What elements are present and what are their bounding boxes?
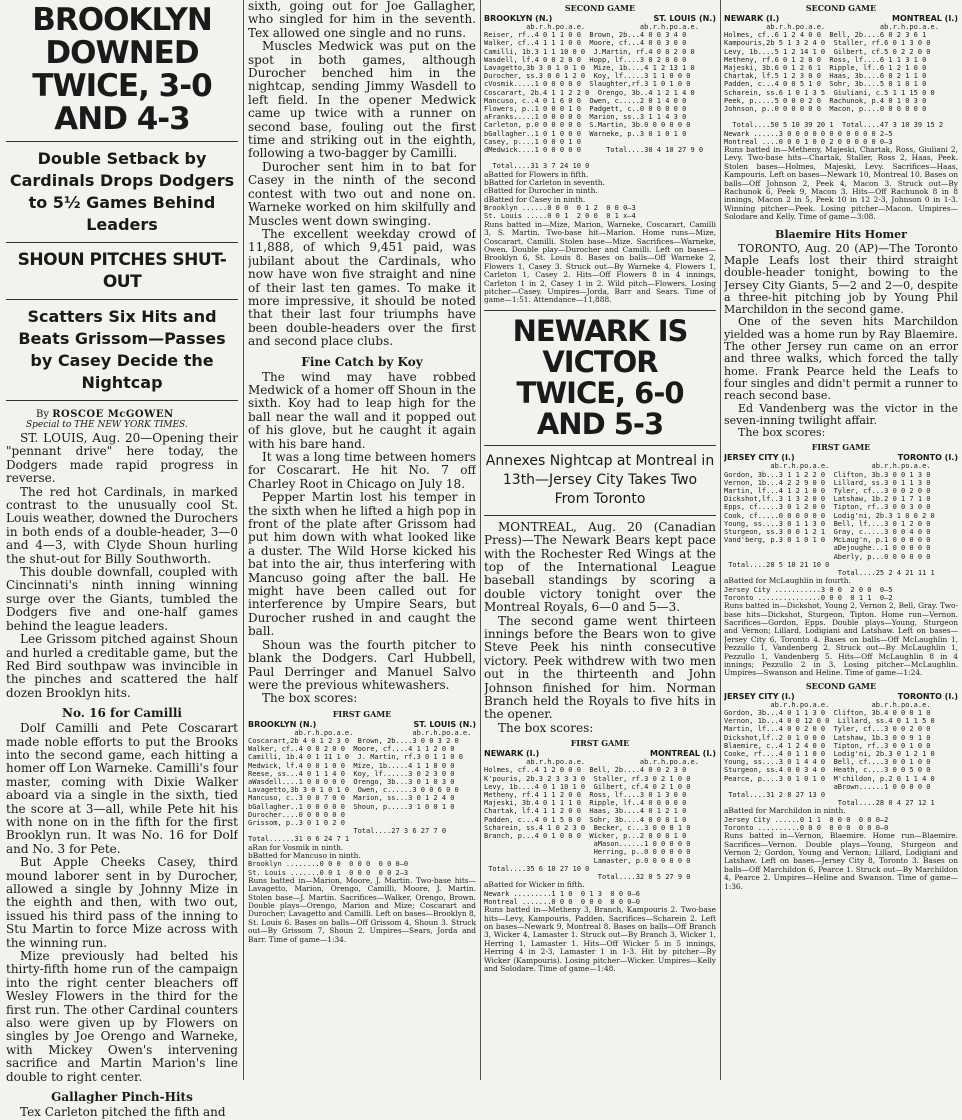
deck-1: Double Setback by Cardinals Drops Dodgers to 5½ Games Behind Leaders [9, 149, 235, 234]
divider [6, 299, 238, 300]
paragraph: It was a long time between homers for Coscarart. He hit No. 7 off Charley Root in Chicago on July 18. [248, 450, 476, 491]
game-label: FIRST GAME [570, 738, 630, 749]
game-label: SECOND GAME [805, 3, 877, 13]
box-note: aBatted for Flowers in fifth. [484, 169, 589, 179]
box-summary: Runs batted in—Mize, Marion, Warneke, Coscarart, Camilli 3, S. Martin. Two-base hit—Marion. Home runs—Mize, Coscarart, Camilli. Stolen base—Mize. Sacrifices—Warneke, Owen. Double play—Durocher and Camilli. Left on bases—Brooklyn 6, St. Louis 8. Bases on balls—Off Warneke 2, Flowers 1, Casey 3. Struck out—By Warneke 4, Flowers 1, Carleton 1, Casey 2. Hits—Off Flowers 8 in 4 innings, Carleton 1 in 2, Casey 1 in 2. Wild pitch—Flowers. Losing pitcher—Casey. Umpires—Jorda, Barr and Sears. Time of game—1:51. Attendance—11,888. [484, 219, 716, 305]
column-rule [243, 0, 244, 1080]
game-label: FIRST GAME [332, 708, 392, 719]
box-summary: Runs batted in—Marion, Moore, J. Martin. Two-base hits—Lavagetto, Marion, Orengo, Camilli, Moore, J. Martin. Stolen base—J. Martin. Sacrifices—Walker, Orengo, Brown. Double plays—Orengo, Marion and Mize; Coscarart and Durocher; Lavagetto and Camilli. Left on bases—Brooklyn 8, St. Louis 6. Bases on balls—Off Grissom 4, Shoun 3. Struck out—By Grissom 7, Shoun 2. Umpires—Sears, Jorda and Barr. Time of game—1:34. [248, 875, 476, 944]
box-score: ab.r.h.po.a.e. ab.r.h.po.a.e. Holmes, cf..4 1 2 0 0 0 Bell, 2b....4 0 0 2 3 0 K'pouris, 2b.3 2 3 3 3 0 Staller, rf.3 0 2 1 0 0 Levy, 1b....4 0 1 10 1 0 Gilbert, cf.4 0 2 1 0 0 Metheny, rf.4 1 1 2 0 0 Ross, lf....3 0 1 3 0 0 Majeski, 3b.4 0 1 1 1 0 Ripple, lf..4 0 0 0 0 0 Chartak, lf.4 1 1 2 0 0 Haas, 3b....4 0 1 2 1 0 Padden, c...4 0 1 5 0 0 Sohr, 3b....4 0 0 0 1 0 Scharein, ss.4 1 0 2 3 0 Becker, c...3 0 0 8 1 0 Branch, p...4 0 1 0 0 0 Wicker, p...2 0 0 0 1 0 aMason......1 0 0 0 0 0 Herring, p..0 0 0 0 0 0 Lamaster, p.0 0 0 0 0 0 Total....35 6 10 27 10 0 Total....32 0 5 27 9 0 [484, 758, 699, 882]
team-header [248, 720, 476, 729]
box-note: aBatted for Wicker in fifth. [484, 880, 585, 890]
paragraph: The box scores: [498, 720, 594, 735]
box-summary: Runs batted in—Metheny 3, Branch, Kampouris 2. Two-base hits—Levy, Kampouris, Padden. Sacrifices—Scharein 2. Left on bases—Newark 9, Montreal 8. Bases on balls—Off Branch 3, Wicker 4, Lamaster 1. Struck out—By Branch 3, Wicker 1, Herring 1, Lamaster 1. Hits—Off Wicker 5 in 5 innings, Herring 4 in 2-3, Lamaster 1 in 1-3. Hit by pitcher—By Wicker (Kampouris). Losing pitcher—Wicker. Umpires—Kelly and Solodare. Time of game—1:48. [484, 905, 716, 973]
line-score: Jersey City ......0 1 1 0 0 0 0 0 0—2 [724, 815, 889, 824]
team-name: JERSEY CITY (I.) [724, 453, 795, 463]
line-score: Brooklyn ......0 0 0 0 1 2 0 0 0—3 [484, 204, 636, 213]
line-score: Toronto ...............0 0 0 0 1 1 0—2 [724, 593, 893, 602]
team-header [724, 692, 958, 701]
line-score: Brooklyn ........0 0 0 0 0 0 0 0 0—0 [248, 860, 409, 869]
game-label: SECOND GAME [564, 3, 636, 13]
divider [6, 141, 238, 142]
team-header [724, 453, 958, 462]
column-4 [724, 0, 958, 891]
paragraph: The excellent weekday crowd of 11,888, of which 9,451 paid, was jubilant about the Cardinals, who now have won five straight and nine of their last ten games. To make it more impressive, it should be noted that their last four triumphs have been double-headers over the first and second place clubs. [248, 226, 476, 349]
team-header [484, 749, 716, 758]
team-header [724, 14, 958, 23]
box-note: bBatted for Mancuso in ninth. [248, 850, 361, 860]
paragraph: Durocher sent him in to bat for Casey in the ninth of the second contest with two out and none on. Warneke worked on him skilfully and Muscles went down swinging. [248, 159, 476, 228]
team-name: BROOKLYN (N.) [484, 14, 553, 23]
line-score: Newark ......3 0 0 0 0 0 0 0 0 0 0 0 2—5 [724, 129, 893, 138]
paragraph: Mize previously had belted his thirty-fifth home run of the campaign into the right center bleachers off Wesley Flowers in the third for the first run. The other Cardinal counters also were given up by Flowers on singles by Joe Orengo and Warneke, with Mickey Owen's intervening sacrifice and Martin Marion's line double to right center. [6, 949, 238, 1084]
paragraph: TORONTO, Aug. 20 (AP)—The Toronto Maple Leafs lost their third straight double-header tonight, bowing to the Jersey City Giants, 5—2 and 2—0, despite a three-hit pitching job by Young Phil Marchildon in the second game. [724, 241, 958, 317]
paragraph: The box scores: [262, 691, 358, 706]
headline-brooklyn: BROOKLYN DOWNED TWICE, 3-0 AND 4-3 [32, 2, 212, 137]
box-note: bBatted for Carleton in seventh. [484, 178, 605, 188]
deck-2: SHOUN PITCHES SHUT-OUT [17, 250, 227, 292]
paragraph: The box scores: [738, 426, 826, 440]
line-score: St. Louis .......0 0 1 0 0 0 0 0 2—3 [248, 868, 409, 877]
deck: Annexes Nightcap at Montreal in 13th—Jersey City Takes Two From Toronto [485, 452, 715, 507]
team-name: ST. LOUIS (N.) [413, 719, 476, 729]
box-note: aRan for Vosmik in ninth. [248, 842, 344, 852]
box-summary: Runs batted in—Vernon, Blaemire. Home run—Blaemire. Sacrifices—Vernon. Double plays—Young, Sturgeon and Vernon 2; Gordon, Young and Vernon; Lillard, Lodigiani and Latshaw. Left on bases—Jersey City 8, Toronto 3. Bases on balls—Off Marchildon 6, Pearce 1. Struck out—By Marchildon 4, Pearce 2. Umpires—Heline and Swanson. Time of game—1:36. [724, 831, 958, 891]
box-note: aBatted for Marchildon in ninth. [724, 806, 846, 816]
team-name: BROOKLYN (N.) [248, 719, 317, 729]
paragraph: But Apple Cheeks Casey, third mound laborer sent in by Durocher, allowed a single by Johnny Mize in the eighth and then, with two out, issued his third pass of the inning to Stu Martin to force Mize across with the winning run. [6, 855, 238, 950]
divider [6, 400, 238, 401]
box-score: ab.r.h.po.a.e. ab.r.h.po.a.e. Gordon, 3b...3 1 1 2 2 0 Clifton, 3b.3 0 0 1 3 0 Vernon, 1b...4 2 2 9 0 0 Lillard, ss.3 0 1 1 3 0 Martin, lf...4 1 2 1 0 0 Tyler, cf...3 0 0 2 0 0 Dickshot,lf..3 1 3 2 0 0 Latshaw, 1b.2 0 1 7 1 0 Epps, cf.....3 0 1 2 0 0 Tipton, rf..3 0 0 3 0 0 Cook, cf.....0 0 0 0 0 0 Lodig'ni, 2b.3 1 0 0 2 0 Young, ss....3 0 1 1 3 0 Bell, lf....3 0 1 2 0 0 Sturgeon, ss.3 0 0 1 2 1 Gray, c.....3 0 0 4 0 0 Vand'berg, p.3 0 1 0 1 0 McLaug'n, p.1 0 0 0 0 0 aDejoughe...1 0 0 0 0 0 Aberly, p...0 0 0 0 0 0 Total....28 5 10 21 10 0 Total....25 2 4 21 11 1 [724, 462, 935, 578]
team-name: MONTREAL (I.) [892, 14, 958, 23]
team-header [484, 14, 716, 23]
box-score: ab.r.h.po.a.e. ab.r.h.po.a.e. Reiser, rf..4 0 1 1 0 0 Brown, 2b...4 0 0 3 4 0 Walker, cf..4 1 1 1 0 0 Moore, cf...4 0 0 3 0 0 Camilli, 1b.3 1 1 10 0 0 J.Martin, rf.4 0 0 2 0 0 Wasdell, lf.4 0 0 2 0 0 Hopp, lf....3 0 2 0 0 0 Lavagetto,3b 3 0 1 0 1 0 Mize, 1b....4 1 2 13 1 0 Durocher, ss.3 0 0 1 2 0 Koy, lf.....3 1 1 0 0 0 cVosmik.....1 0 0 0 0 0 Slaughter,rf.3 1 0 1 0 0 Coscarart, 2b.4 1 1 2 2 0 Orengo, 3b..4 1 2 1 4 0 Mancuso, c..4 0 1 6 0 0 Owen, c.....2 0 1 4 0 0 Flowers, p..1 0 0 0 1 0 Padgett, c..0 0 0 0 0 0 aFranks.....1 0 0 0 0 0 Marion, ss..3 1 1 4 3 0 Carleton, p.0 0 0 0 0 0 S.Martin, 3b.0 0 0 0 0 0 bGallagher..1 0 1 0 0 0 Warneke, p..3 0 1 0 1 0 Casey, p....1 0 0 0 1 0 dMedwick....1 0 0 0 0 0 Total....30 4 10 27 9 0 Total....31 3 7 24 10 0 [484, 23, 704, 171]
deck-3: Scatters Six Hits and Beats Grissom—Passes by Casey Decide the Nightcap [18, 307, 226, 392]
subhead: Blaemire Hits Homer [775, 227, 907, 241]
box-summary: Runs batted in—Dickshot, Young 2, Vernon 2, Bell, Gray. Two-base hits—Dickshot, Sturgeon, Tipton. Home run—Vernon. Sacrifices—Gordon, Epps. Double plays—Young, Sturgeon and Vernon; Lillard, Lodigiani and Latshaw. Left on bases—Jersey City 6, Toronto 4. Bases on balls—Off McLaughlin 1, Pezzullo 1, Vandenberg 2. Struck out—By McLaughlin 1, Pezzullo 1, Vandenberg 5. Hits—Off McLaughlin 8 in 4 innings; Pezzullo 2 in 3. Losing pitcher—McLaughlin. Umpires—Swanson and Heline. Time of game—1:24. [724, 601, 958, 678]
paragraph: Dolf Camilli and Pete Coscarart made noble efforts to put the Brooks into the second game, each hitting a homer off Lon Warneke. Camilli's four master, coming with Dixie Walker aboard via a single in the sixth, tied the score at 3—all, while Pete hit his with none on in the fifth for the first Brooklyn run. It was No. 16 for Dolf and No. 3 for Pete. [6, 721, 238, 856]
box-score: ab.r.h.po.a.e. ab.r.h.po.a.e. Holmes, cf..6 1 2 4 0 0 Bell, 2b....6 0 2 3 6 1 Kampouris,2b 5 1 3 2 4 0 Staller, rf.6 0 1 3 0 0 Levy, 1b....5 1 2 14 1 0 Gilbert, cf.5 0 2 2 0 0 Metheny, rf.6 0 1 2 0 0 Ross, lf....6 1 1 3 1 0 Majeski, 3b.6 0 1 2 6 1 Ripple, lf..6 1 2 1 0 0 Chartak, lf.5 1 2 3 0 0 Haas, 3b....6 0 2 1 1 0 Padden, c...4 0 0 5 1 0 Sohr, 3b....5 0 1 0 1 0 Scharein, ss.6 1 0 1 3 5 Giuliani, c.5 1 1 15 0 0 Peek, p.....5 0 0 0 2 0 Rachunok, p.4 0 1 0 3 0 Johnson, p..0 0 0 0 0 0 Macon, p....0 0 0 0 0 0 Total....50 5 10 39 20 1 Total....47 3 10 39 15 2 [724, 23, 944, 130]
line-score: Toronto ..........0 0 0 0 0 0 0 0 0—0 [724, 824, 889, 833]
paragraph: Lee Grissom pitched against Shoun and hurled a creditable game, but the Red Bird southpaw was invincible in the pinches and scattered the half dozen Brooklyn hits. [6, 632, 238, 700]
line-score: Montreal .......0 0 0 0 0 0 0 0 0—0 [484, 897, 640, 906]
team-name: JERSEY CITY (I.) [724, 691, 795, 701]
paragraph: MONTREAL, Aug. 20 (Canadian Press)—The Newark Bears kept pace with the Rochester Red Wings at the top of the International League baseball standings by scoring a double victory tonight over the Montreal Royals, 6—0 and 5—3. [484, 519, 716, 615]
column-1 [6, 0, 238, 1120]
divider [484, 310, 716, 311]
box-note: dBatted for Casey in ninth. [484, 194, 586, 204]
paragraph: Ed Vandenberg was the victor in the seven-inning twilight affair. [724, 401, 958, 427]
column-2 [248, 0, 476, 944]
byline-prefix: By [36, 409, 49, 420]
line-score: Jersey City ...........3 0 0 2 0 0 0—5 [724, 585, 893, 594]
subhead: No. 16 for Camilli [62, 706, 182, 721]
column-rule [480, 0, 481, 1080]
game-label: SECOND GAME [805, 680, 877, 691]
paragraph: Muscles Medwick was put on the spot in both games, although Durocher benched him in the nightcap, sending Jimmy Wasdell to left field. In the opener Medwick came up twice with a runner on second base, fouling out the first time and striking out in the eighth, following a two-bagger by Camilli. [248, 39, 476, 161]
box-score: ab.r.h.po.a.e. ab.r.h.po.a.e. Coscarart,2b 4 0 1 2 3 0 Brown, 2b....3 0 0 3 2 0 Walker, cf..4 0 0 2 0 0 Moore, cf....4 1 1 2 0 0 Camilli, 1b.4 0 1 11 1 0 J. Martin, rf.3 0 1 1 0 0 Medwick, lf.4 0 0 1 0 0 Mize, 1b.....4 1 1 8 0 0 Reese, ss...4 0 1 1 4 0 Koy, lf......3 0 2 3 0 0 aWasdell....1 0 0 0 0 0 Orengo, 3b...3 0 1 0 3 0 Lavagetto,3b 3 0 1 0 1 0 Owen, c......3 0 0 6 0 0 Mancuso, c..3 0 0 7 0 0 Marion, ss...3 0 1 2 4 0 bGallagher..1 0 0 0 0 0 Shoun, p.....3 1 0 0 1 0 Durocher....0 0 0 0 0 0 Grissom, p..3 0 1 0 2 0 Total....27 3 6 27 7 0 Total......31 0 6 24 7 1 [248, 728, 472, 844]
team-name: NEWARK (I.) [724, 14, 780, 23]
game-label: FIRST GAME [811, 442, 871, 453]
column-3 [484, 0, 716, 973]
paragraph: This double downfall, coupled with Cincinnati's ninth inning winning surge over the Giants, tumbled the Dodgers five and one-half games behind the league leaders. [6, 565, 238, 633]
paragraph: Tex Carleton pitched the fifth and [20, 1105, 226, 1120]
paragraph: One of the seven hits Marchildon yielded was a home run by Ray Blaemire. The other Jersey run came on an error and three walks, which forced the tally home. Frank Pearce held the Leafs to four singles and didn't permit a runner to reach second base. [724, 315, 958, 403]
box-note: cBatted for Durocher in ninth. [484, 186, 598, 196]
special-credit: Special to THE NEW YORK TIMES. [26, 420, 188, 430]
line-score: St. Louis .....0 0 1 2 0 0 0 1 x—4 [484, 212, 636, 221]
subhead: Fine Catch by Koy [301, 354, 423, 369]
paragraph: The wind may have robbed Medwick of a homer off Shoun in the sixth. Koy had to leap high for the ball near the wall and it popped out of his glove, but he caught it again with his bare hand. [248, 369, 476, 451]
line-score: Montreal ....0 0 0 1 0 0 2 0 0 0 0 0 0—3 [724, 137, 893, 146]
subhead: Gallagher Pinch-Hits [51, 1090, 193, 1105]
headline-newark: NEWARK IS VICTOR TWICE, 6-0 AND 5-3 [512, 313, 688, 441]
paragraph: ST. LOUIS, Aug. 20—Opening their "pennant drive" here today, the Dodgers made rapid progress in reverse. [6, 431, 238, 486]
divider [484, 515, 716, 516]
divider [484, 445, 716, 446]
box-score: ab.r.h.po.a.e. ab.r.h.po.a.e. Gordon, 3b...4 0 1 1 3 0 Clifton, 3b.4 0 0 0 1 0 Vernon, 1b...4 0 0 12 0 0 Lillard, ss.4 0 1 1 5 0 Martin, lf...4 0 0 2 0 0 Tyler, cf...3 0 0 2 0 0 Dickshot,lf..2 0 1 0 0 0 Latshaw, 1b.3 0 0 9 1 0 Blaemire, c..4 1 2 4 0 0 Tipton, rf..3 0 0 1 0 0 Cooke, rf....4 0 1 1 0 0 Lodig'ni, 2b.3 0 1 2 1 0 Young, ss....3 0 1 4 4 0 Bell, cf....3 0 0 1 0 0 Sturgeon, ss.4 0 0 3 4 0 Heath, c....3 0 0 5 0 0 Pearce, p....3 0 1 0 1 0 M'childon, p.2 0 1 1 4 0 aBrown......1 0 0 0 0 0 Total....31 2 8 27 13 0 Total....28 0 4 27 12 1 [724, 700, 935, 808]
paragraph: Shoun was the fourth pitcher to blank the Dodgers. Carl Hubbell, Paul Derringer and Manuel Salvo were the previous whitewashers. [248, 637, 476, 692]
byline-name: ROSCOE McGOWEN [52, 409, 174, 420]
line-score: Newark .........1 1 0 0 1 3 0 0 0—6 [484, 889, 640, 898]
divider [6, 242, 238, 243]
paragraph: The red hot Cardinals, in marked contrast to the unusually cool St. Louis weather, downed the Durochers in both ends of a double-header, 3—0 and 4—3, with Clyde Shoun hurling the shut-out for Billy Southworth. [6, 484, 238, 566]
byline [36, 409, 238, 420]
team-name: ST. LOUIS (N.) [653, 14, 716, 23]
box-summary: Runs batted in—Metheny, Majeski, Chartak, Ross, Giuliani 2, Levy. Two-base hits—Chartak, Staller, Ross 2, Haas, Peek. Stolen bases—Holmes, Majeski, Levy. Sacrifices—Haas, Kampouris. Left on bases—Newark 10, Montreal 10. Bases on balls—Off Johnson 2, Peek 4, Macon 3. Struck out—By Rachunok 6, Peek 9, Macon 3. Hits—Off Rachunok 8 in 8 innings, Macon 2 in 5, Peek 10 in 12 2-3, Johnson 0 in 1-3. Winning pitcher—Peek. Losing pitcher—Macon. Umpires—Solodare and Kelly. Time of game—3:08. [724, 145, 958, 222]
paragraph: Pepper Martin lost his temper in the sixth when he lifted a high pop in front of the plate after Grissom had put him down with what looked like a duster. The Wild Horse kicked his bat into the air, thus interfering with Mancuso going after the ball. He might have been called out for interference by Umpire Sears, but Durocher rushed in and caught the ball. [248, 490, 476, 639]
paragraph: The second game went thirteen innings before the Bears won to give Steve Peek his ninth consecutive victory. Peek withdrew with two men out in the thirteenth and John Johnson finished for him. Norman Branch held the Royals to five hits in the opener. [484, 613, 716, 722]
team-name: NEWARK (I.) [484, 749, 540, 759]
paragraph: sixth, going out for Joe Gallagher, who singled for him in the seventh. Tex allowed one single and no runs. [248, 0, 476, 40]
box-note: aBatted for McLaughlin in fourth. [724, 576, 851, 586]
team-name: TORONTO (I.) [897, 691, 958, 701]
team-name: MONTREAL (I.) [650, 749, 716, 759]
team-name: TORONTO (I.) [897, 453, 958, 463]
column-rule [720, 0, 721, 1080]
